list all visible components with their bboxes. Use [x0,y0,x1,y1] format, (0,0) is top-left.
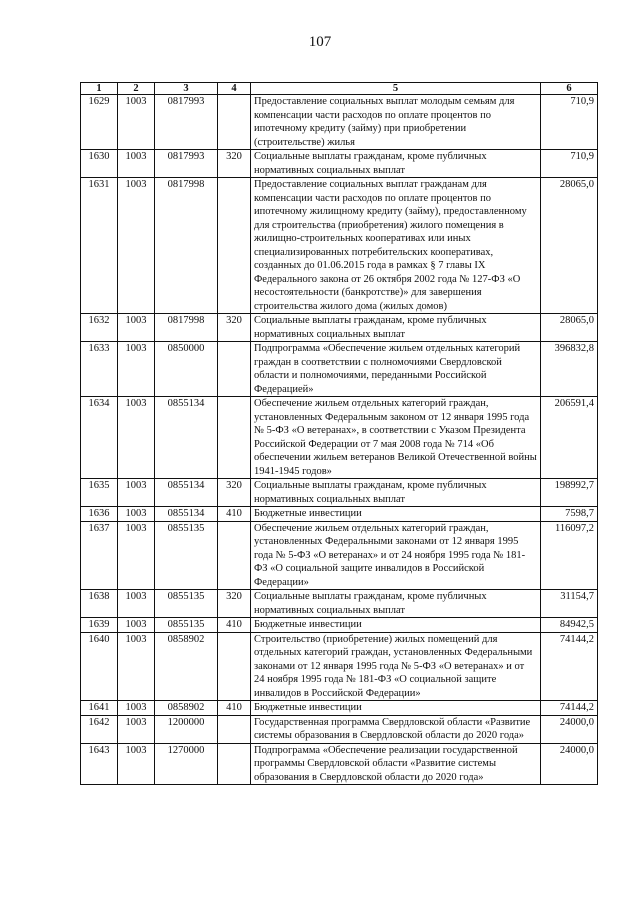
expense-type-code [218,95,251,150]
target-article-code: 0858902 [155,632,218,701]
table-row [81,178,598,314]
target-article-code: 1200000 [155,715,218,743]
row-number: 1632 [81,314,118,342]
header-col-2: 2 [118,83,155,95]
row-number: 1643 [81,743,118,785]
row-number: 1638 [81,590,118,618]
amount: 710,9 [541,95,598,150]
row-number: 1635 [81,479,118,507]
section-code: 1003 [118,590,155,618]
expense-type-code [218,521,251,590]
amount: 116097,2 [541,521,598,590]
section-code: 1003 [118,507,155,522]
amount: 28065,0 [541,314,598,342]
item-description: Социальные выплаты гражданам, кроме публичных нормативных социальных выплат [251,590,541,618]
expense-type-code: 410 [218,618,251,633]
expense-type-code [218,178,251,314]
amount: 28065,0 [541,178,598,314]
item-description: Предоставление социальных выплат молодым семьям для компенсации части расходов по оплате процентов по ипотечному кредиту (займу) при приобретении (строительстве) жилья [251,95,541,150]
amount: 198992,7 [541,479,598,507]
row-number: 1631 [81,178,118,314]
target-article-code: 0850000 [155,342,218,397]
section-code: 1003 [118,342,155,397]
row-number: 1629 [81,95,118,150]
item-description: Бюджетные инвестиции [251,701,541,716]
row-number: 1630 [81,150,118,178]
amount: 206591,4 [541,397,598,479]
target-article-code: 0817993 [155,95,218,150]
header-col-1: 1 [81,83,118,95]
table-row [81,618,598,633]
section-code: 1003 [118,150,155,178]
header-col-4: 4 [218,83,251,95]
expense-type-code: 410 [218,701,251,716]
table-row [81,507,598,522]
table-row [81,701,598,716]
expense-type-code: 320 [218,479,251,507]
item-description: Бюджетные инвестиции [251,507,541,522]
item-description: Подпрограмма «Обеспечение реализации государственной программы Свердловской области «Развитие системы образования в Свердловской области до 2020 года» [251,743,541,785]
amount: 24000,0 [541,715,598,743]
expense-type-code [218,715,251,743]
page-number: 107 [308,34,332,50]
expense-type-code [218,632,251,701]
item-description: Предоставление социальных выплат гражданам для компенсации части расходов по оплате процентов по ипотечному жилищному кредиту (займу), предоставленному для строительства (приобретения) жилого помещения в жилищно-строительных кооперативах или иных специализированных потребительских кооперативах, созданных до 01.06.2015 года в рамках § 7 главы IX Федерального закона от 26 октября 2002 года № 127-ФЗ «О несостоятельности (банкротстве)» для завершения строительства жилого дома (жилых домов) [251,178,541,314]
table-row [81,314,598,342]
target-article-code: 0855135 [155,618,218,633]
amount: 396832,8 [541,342,598,397]
row-number: 1633 [81,342,118,397]
table-row [81,150,598,178]
target-article-code: 0855134 [155,507,218,522]
table-row [81,632,598,701]
row-number: 1636 [81,507,118,522]
target-article-code: 0855135 [155,521,218,590]
section-code: 1003 [118,618,155,633]
row-number: 1641 [81,701,118,716]
header-col-3: 3 [155,83,218,95]
table-row [81,479,598,507]
amount: 31154,7 [541,590,598,618]
target-article-code: 0817993 [155,150,218,178]
table-header-row [81,83,598,95]
header-col-5: 5 [251,83,541,95]
section-code: 1003 [118,715,155,743]
item-description: Социальные выплаты гражданам, кроме публичных нормативных социальных выплат [251,150,541,178]
item-description: Подпрограмма «Обеспечение жильем отдельных категорий граждан в соответствии с полномочиями Свердловской области и полномочиями, переданными Российской Федерацией» [251,342,541,397]
target-article-code: 0855134 [155,479,218,507]
table-row [81,342,598,397]
section-code: 1003 [118,632,155,701]
row-number: 1642 [81,715,118,743]
table-row [81,521,598,590]
target-article-code: 0817998 [155,314,218,342]
item-description: Бюджетные инвестиции [251,618,541,633]
target-article-code: 0858902 [155,701,218,716]
expense-type-code [218,397,251,479]
row-number: 1637 [81,521,118,590]
row-number: 1634 [81,397,118,479]
expense-type-code: 410 [218,507,251,522]
item-description: Социальные выплаты гражданам, кроме публичных нормативных социальных выплат [251,314,541,342]
item-description: Обеспечение жильем отдельных категорий граждан, установленных Федеральными законами от 12 января 1995 года № 5-ФЗ «О ветеранах» и от 24 ноября 1995 года № 181-ФЗ «О социальной защите инвалидов в Российской Федерации» [251,521,541,590]
target-article-code: 1270000 [155,743,218,785]
row-number: 1639 [81,618,118,633]
table-row [81,590,598,618]
table-row [81,715,598,743]
amount: 74144,2 [541,701,598,716]
table-row [81,95,598,150]
amount: 24000,0 [541,743,598,785]
section-code: 1003 [118,178,155,314]
row-number: 1640 [81,632,118,701]
amount: 74144,2 [541,632,598,701]
amount: 84942,5 [541,618,598,633]
expense-type-code: 320 [218,590,251,618]
section-code: 1003 [118,314,155,342]
table-row [81,743,598,785]
section-code: 1003 [118,95,155,150]
header-col-6: 6 [541,83,598,95]
section-code: 1003 [118,521,155,590]
section-code: 1003 [118,701,155,716]
budget-table [80,82,598,785]
target-article-code: 0855134 [155,397,218,479]
amount: 7598,7 [541,507,598,522]
section-code: 1003 [118,479,155,507]
table-row [81,397,598,479]
item-description: Социальные выплаты гражданам, кроме публичных нормативных социальных выплат [251,479,541,507]
expense-type-code [218,743,251,785]
expense-type-code: 320 [218,150,251,178]
expense-type-code [218,342,251,397]
section-code: 1003 [118,397,155,479]
target-article-code: 0855135 [155,590,218,618]
section-code: 1003 [118,743,155,785]
expense-type-code: 320 [218,314,251,342]
item-description: Государственная программа Свердловской области «Развитие системы образования в Свердловской области до 2020 года» [251,715,541,743]
item-description: Строительство (приобретение) жилых помещений для отдельных категорий граждан, установленных Федеральными законами от 12 января 1995 года № 5-ФЗ «О ветеранах» и от 24 ноября 1995 года № 181-ФЗ «О социальной защите инвалидов в Российской Федерации» [251,632,541,701]
item-description: Обеспечение жильем отдельных категорий граждан, установленных Федеральным законом от 12 января 1995 года № 5-ФЗ «О ветеранах», в соответствии с Указом Президента Российской Федерации от 7 мая 2008 года № 714 «Об обеспечении жильем ветеранов Великой Отечественной войны 1941-1945 годов» [251,397,541,479]
target-article-code: 0817998 [155,178,218,314]
amount: 710,9 [541,150,598,178]
